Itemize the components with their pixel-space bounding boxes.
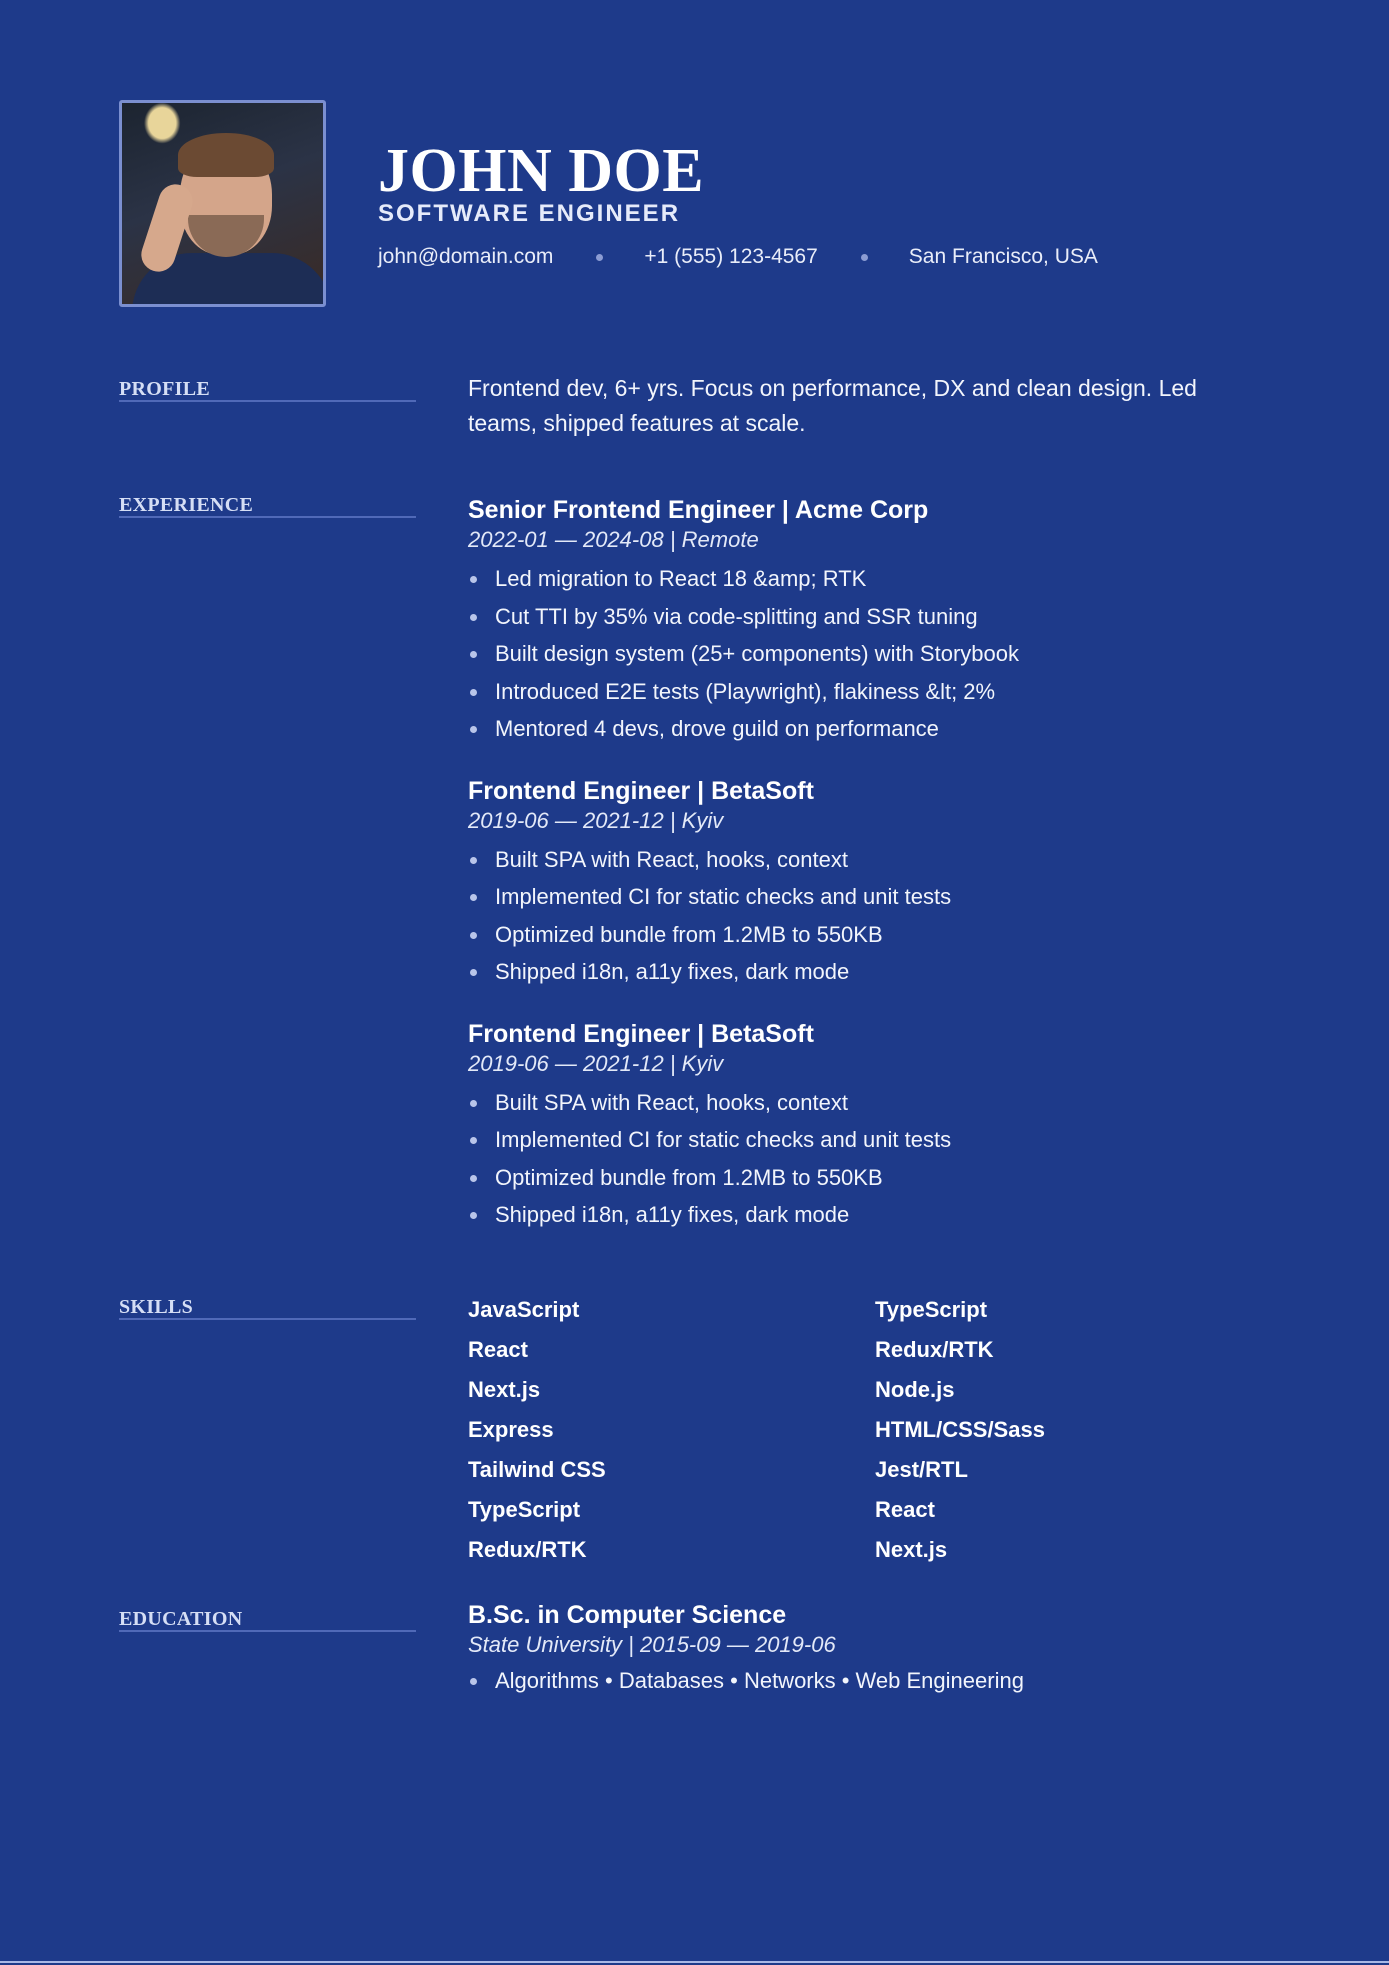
- list-item: Led migration to React 18 &amp; RTK: [468, 560, 1268, 598]
- candidate-name: JOHN DOE: [378, 137, 705, 205]
- skill-item: Express: [468, 1417, 554, 1442]
- section-label-skills: SKILLS: [119, 1296, 416, 1320]
- profile-photo: [119, 100, 326, 307]
- job-dates-location: 2019-06 — 2021-12 | Kyiv: [468, 807, 724, 833]
- job-title: Frontend Engineer | BetaSoft: [468, 1019, 814, 1048]
- page-bottom-divider: [0, 1961, 1389, 1963]
- section-label-experience: EXPERIENCE: [119, 494, 416, 518]
- list-item: Algorithms • Databases • Networks • Web Engineering: [468, 1662, 1268, 1700]
- job-dates-location: 2022-01 — 2024-08 | Remote: [468, 527, 759, 552]
- skill-item: Tailwind CSS: [468, 1457, 606, 1482]
- profile-body: [468, 375, 1268, 441]
- list-item: Optimized bundle from 1.2MB to 550KB: [468, 1159, 1268, 1197]
- list-item: Implemented CI for static checks and unit tests: [468, 1121, 1268, 1159]
- skill-item: Next.js: [468, 1377, 541, 1402]
- contact-location: San Francisco, USA: [908, 245, 1098, 268]
- profile-summary: Frontend dev, 6+ yrs. Focus on performance, DX and clean design. Led teams, shipped features at scale.: [468, 375, 1197, 436]
- job-entry: [468, 776, 1268, 991]
- section-education: [119, 1601, 1279, 1700]
- job-achievements: [468, 1084, 1268, 1234]
- separator-dot-icon: [596, 254, 603, 261]
- job-dates-location: 2019-06 — 2021-12 | Kyiv: [468, 1050, 724, 1076]
- list-item: Cut TTI by 35% via code-splitting and SSR tuning: [468, 598, 1268, 636]
- separator-dot-icon: [861, 254, 868, 261]
- resume-header: [119, 100, 1098, 307]
- job-achievements: [468, 841, 1268, 991]
- skill-item: Node.js: [875, 1377, 955, 1402]
- contact-phone[interactable]: +1 (555) 123-4567: [644, 245, 818, 268]
- skill-item: TypeScript: [468, 1497, 581, 1522]
- contact-email[interactable]: john@domain.com: [378, 245, 554, 268]
- photo-beard-shape: [188, 215, 264, 257]
- candidate-title: SOFTWARE ENGINEER: [378, 200, 681, 227]
- contact-line: [378, 245, 1098, 269]
- section-experience: [119, 494, 1279, 1262]
- list-item: Built SPA with React, hooks, context: [468, 1084, 1268, 1122]
- job-title: Senior Frontend Engineer | Acme Corp: [468, 496, 929, 524]
- job-achievements: [468, 560, 1268, 748]
- job-entry: [468, 1019, 1268, 1234]
- skill-item: Redux/RTK: [468, 1537, 587, 1562]
- skill-item: React: [468, 1337, 528, 1362]
- skill-item: React: [875, 1497, 935, 1522]
- experience-body: [468, 495, 1268, 1262]
- list-item: Introduced E2E tests (Playwright), flakiness &lt; 2%: [468, 673, 1268, 711]
- skills-grid: [468, 1290, 1268, 1570]
- skill-item: TypeScript: [875, 1297, 988, 1322]
- degree-title: B.Sc. in Computer Science: [468, 1601, 787, 1629]
- list-item: Mentored 4 devs, drove guild on performance: [468, 710, 1268, 748]
- skill-item: Jest/RTL: [875, 1457, 968, 1482]
- skill-item: HTML/CSS/Sass: [875, 1417, 1045, 1442]
- list-item: Built design system (25+ components) with Storybook: [468, 635, 1268, 673]
- list-item: Optimized bundle from 1.2MB to 550KB: [468, 916, 1268, 954]
- header-info: [378, 100, 1098, 307]
- job-entry: [468, 495, 1268, 748]
- list-item: Built SPA with React, hooks, context: [468, 841, 1268, 879]
- school-dates: State University | 2015-09 — 2019-06: [468, 1632, 836, 1657]
- skill-item: Next.js: [875, 1537, 948, 1562]
- section-label-profile: PROFILE: [119, 378, 416, 402]
- skills-body: [468, 1296, 1268, 1570]
- section-profile: [119, 375, 1279, 441]
- list-item: Implemented CI for static checks and unit tests: [468, 878, 1268, 916]
- job-title: Frontend Engineer | BetaSoft: [468, 776, 814, 805]
- section-label-education: EDUCATION: [119, 1608, 416, 1632]
- list-item: Shipped i18n, a11y fixes, dark mode: [468, 1196, 1268, 1234]
- photo-hair-shape: [178, 133, 274, 177]
- skill-item: Redux/RTK: [875, 1337, 994, 1362]
- section-skills: [119, 1296, 1279, 1570]
- coursework-list: [468, 1662, 1268, 1700]
- education-body: [468, 1601, 1268, 1700]
- skill-item: JavaScript: [468, 1297, 580, 1322]
- list-item: Shipped i18n, a11y fixes, dark mode: [468, 953, 1268, 991]
